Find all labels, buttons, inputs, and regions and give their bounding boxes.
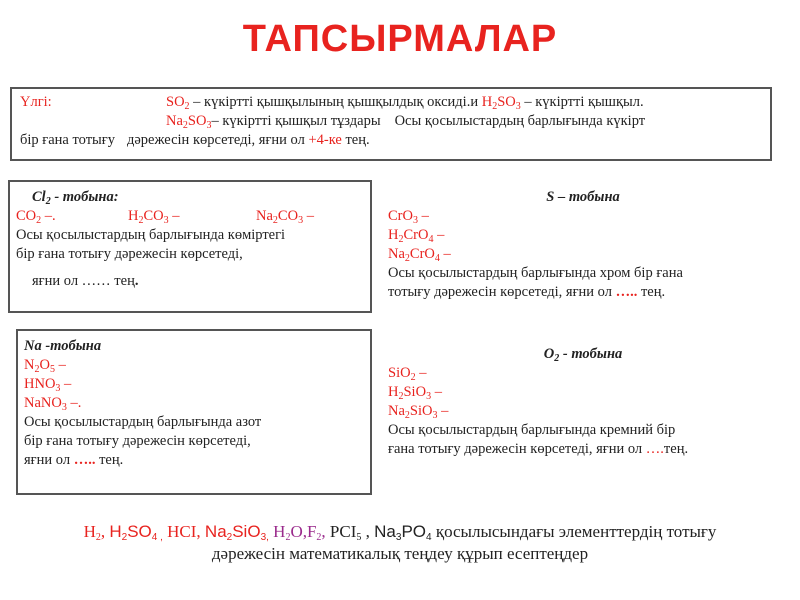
- page-title: ТАПСЫРМАЛАР: [242, 18, 558, 60]
- formula-h2cro4: $H_2CrO_4$ –: [388, 227, 445, 245]
- example-line-3: бір ғана тотығу дәрежесін көрсетеді, яғни ол +4-ке тең.: [20, 132, 370, 148]
- task-line-2: дәрежесін математикалық теңдеу құрып есептеңдер: [211, 544, 589, 563]
- carbon-text-3: яғни ол …… тең.: [32, 273, 139, 289]
- formula-cro3: CrO$_3$ –: [388, 208, 429, 226]
- formula-nano3: NaNO$_3$ –.: [24, 395, 82, 413]
- formula-n2o5: $N_2O_5$ –: [24, 357, 66, 375]
- formula-na2sio3: $Na_2SiO_3$ –: [388, 403, 449, 421]
- formula-hno3: $HNO_3$ –: [24, 376, 72, 394]
- example-line-1: [20, 93, 762, 112]
- na2so3-definition: $Na_2SO_3-$ күкіртті қышқыл тұздары Осы қосылыстардың барлығында күкірт: [166, 113, 646, 131]
- formula-co2: $CO_2$ –.: [16, 208, 56, 226]
- formula-h2sio3: $H_2SiO_3$ –: [388, 384, 442, 402]
- so2-definition: $SO_2$ – күкіртті қышқылының қышқылдық оксиді.и $H_2SO_3$ – күкіртті қышқыл.: [166, 94, 644, 112]
- oxygen-text-2: ғана тотығу дәрежесін көрсетеді, яғни ол ….тең.: [388, 441, 689, 457]
- carbon-formulas: [16, 207, 364, 226]
- sulfur-group-heading: S – тобына: [546, 189, 620, 205]
- formula-na2co3: $Na_2CO_3$ –: [256, 208, 314, 226]
- example-line-2: [20, 112, 762, 131]
- formula-na2cro4: $Na_2CrO_4$ –: [388, 246, 451, 264]
- task-text: [0, 521, 800, 565]
- carbon-text-2: бір ғана тотығу дәрежесін көрсетеді,: [16, 246, 243, 262]
- sulfur-group-panel: [388, 188, 788, 302]
- sulfur-text-1: Осы қосылыстардың барлығында хром бір ғана: [388, 265, 683, 281]
- formula-sio2: SiO$_2$ –: [388, 365, 427, 383]
- nitrogen-group-box: [16, 329, 372, 495]
- task-line-1: $H_2$, $H_2SO_{4 ,}$ HCI, $Na_2SiO_{3,}$ $H_2O,F_2$, $PCI_5$ , $Na_3PO_4$ қосылысындағы элементтердің тотығу: [83, 522, 717, 543]
- example-box: [10, 87, 772, 161]
- nitrogen-group-heading: Na -тобына: [24, 338, 102, 354]
- oxygen-group-panel: [388, 345, 788, 459]
- example-label: Үлгі:: [20, 94, 52, 110]
- oxygen-text-1: Осы қосылыстардың барлығында кремний бір: [388, 422, 676, 438]
- oxygen-group-heading: $O_2$ - тобына: [543, 346, 623, 364]
- formula-h2co3: $H_2CO_3$ –: [128, 208, 180, 226]
- carbon-group-box: [8, 180, 372, 313]
- sulfur-text-2: тотығу дәрежесін көрсетеді, яғни ол ….. тең.: [388, 284, 666, 300]
- nitrogen-text-2: бір ғана тотығу дәрежесін көрсетеді,: [24, 433, 251, 449]
- nitrogen-text-3: яғни ол ….. тең.: [24, 452, 124, 468]
- nitrogen-text-1: Осы қосылыстардың барлығында азот: [24, 414, 262, 430]
- carbon-group-heading: $Cl_2$ - тобына:: [32, 189, 119, 207]
- carbon-text-1: Осы қосылыстардың барлығында көміртегі: [16, 227, 286, 243]
